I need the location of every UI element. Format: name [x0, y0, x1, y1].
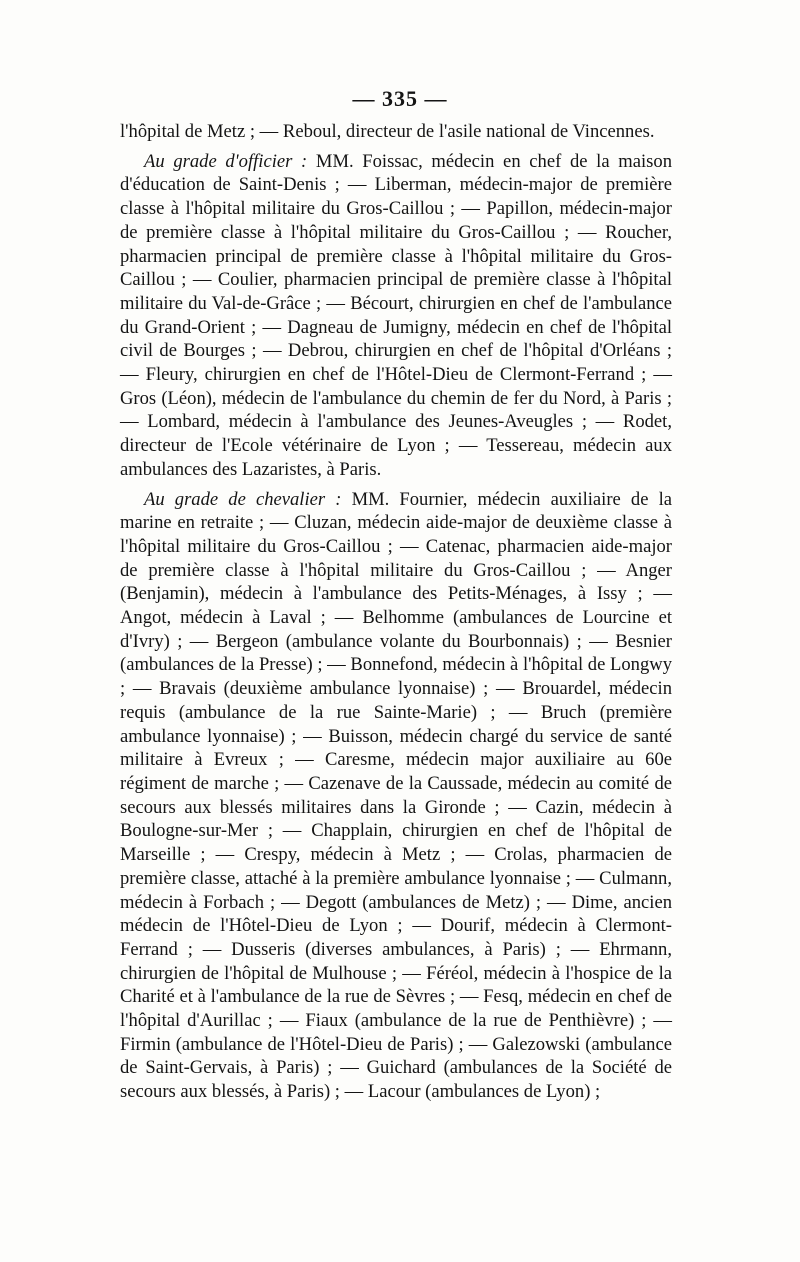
page-number: [0, 86, 800, 112]
paragraph-officier: [120, 150, 672, 482]
paragraph-chevalier: [120, 488, 672, 1104]
page-number-text: — 335 —: [352, 86, 448, 111]
paragraph-text: l'hôpital de Metz ; — Reboul, directeur de l'asile national de Vincennes.: [120, 121, 655, 142]
paragraph-continuation: [120, 120, 672, 144]
paragraph-text: MM. Foissac, médecin en chef de la maison d'éducation de Saint-Denis ; — Liberman, médecin-major de première classe à l'hôpital militaire du Gros-Caillou ; — Papillon, médecin-major de première classe à l'hôpital militaire du Gros-Caillou ; — Roucher, pharmacien principal de première classe à l'hôpital militaire du Gros-Caillou ; — Coulier, pharmacien principal de première classe à l'hôpital militaire du Val-de-Grâce ; — Bécourt, chirurgien en chef de l'ambulance du Grand-Orient ; — Dagneau de Jumigny, médecin en chef de l'hôpital civil de Bourges ; — Debrou, chirurgien en chef de l'hôpital d'Orléans ; — Fleury, chirurgien en chef de l'Hôtel-Dieu de Clermont-Ferrand ; — Gros (Léon), médecin de l'ambulance du chemin de fer du Nord, à Paris ; — Lombard, médecin à l'ambulance des Jeunes-Aveugles ; — Rodet, directeur de l'Ecole vétérinaire de Lyon ; — Tessereau, médecin aux ambulances des Lazaristes, à Paris.: [120, 150, 672, 480]
run-in-heading: Au grade de chevalier :: [144, 488, 342, 510]
body-text: [120, 120, 672, 1104]
run-in-heading: Au grade d'officier :: [144, 150, 308, 172]
paragraph-text: MM. Fournier, médecin auxiliaire de la marine en retraite ; — Cluzan, médecin aide-major de deuxième classe à l'hôpital militaire du Gros-Caillou ; — Catenac, pharmacien aide-major de première classe à l'hôpital militaire du Gros-Caillou ; — Anger (Benjamin), médecin à l'ambulance des Petits-Ménages, à Issy ; — Angot, médecin à Laval ; — Belhomme (ambulances de Lourcine et d'Ivry) ; — Bergeon (ambulance volante du Bourbonnais) ; — Besnier (ambulances de la Presse) ; — Bonnefond, médecin à l'hôpital de Longwy ; — Bravais (deuxième ambulance lyonnaise) ; — Brouardel, médecin requis (ambulance de la rue Sainte-Marie) ; — Bruch (première ambulance lyonnaise) ; — Buisson, médecin chargé du service de santé militaire à Evreux ; — Caresme, médecin major auxiliaire au 60e régiment de marche ; — Cazenave de la Caussade, médecin au comité de secours aux blessés militaires dans la Gironde ; — Cazin, médecin à Boulogne-sur-Mer ; — Chapplain, chirurgien en chef de l'hôpital de Marseille ; — Crespy, médecin à Metz ; — Crolas, pharmacien de première classe, attaché à la première ambulance lyonnaise ; — Culmann, médecin à Forbach ; — Degott (ambulances de Metz) ; — Dime, ancien médecin de l'Hôtel-Dieu de Lyon ; — Dourif, médecin à Clermont-Ferrand ; — Dusseris (diverses ambulances, à Paris) ; — Ehrmann, chirurgien de l'hôpital de Mulhouse ; — Féréol, médecin à l'hospice de la Charité et à l'ambulance de la rue de Sèvres ; — Fesq, médecin en chef de l'hôpital d'Aurillac ; — Fiaux (ambulance de la rue de Penthièvre) ; — Firmin (ambulance de l'Hôtel-Dieu de Paris) ; — Galezowski (ambulance de Saint-Gervais, à Paris) ; — Guichard (ambulances de la Société de secours aux blessés, à Paris) ; — Lacour (ambulances de Lyon) ;: [120, 488, 673, 1103]
